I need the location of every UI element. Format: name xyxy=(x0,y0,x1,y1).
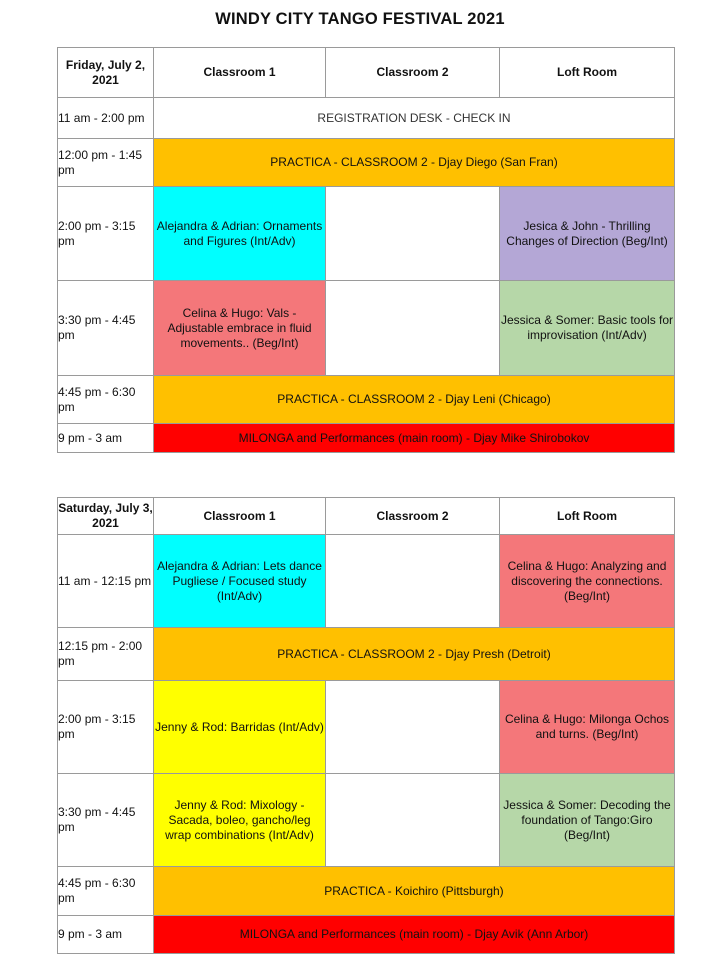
column-header-classroom-2: Classroom 2 xyxy=(326,48,500,98)
registration-cell: REGISTRATION DESK - CHECK IN xyxy=(154,98,675,139)
table-row xyxy=(58,867,675,916)
class-cell: Jenny & Rod: Mixology - Sacada, boleo, gancho/leg wrap combinations (Int/Adv) xyxy=(154,774,326,867)
table-row xyxy=(58,281,675,376)
page-title: WINDY CITY TANGO FESTIVAL 2021 xyxy=(215,10,505,28)
milonga-banner: MILONGA and Performances (main room) - Djay Avik (Ann Arbor) xyxy=(154,916,675,954)
column-header-classroom-1: Classroom 1 xyxy=(154,498,326,535)
time-slot: 2:00 pm - 3:15 pm xyxy=(58,187,154,281)
class-cell: Celina & Hugo: Vals - Adjustable embrace in fluid movements.. (Beg/Int) xyxy=(154,281,326,376)
saturday-schedule-table xyxy=(57,497,675,954)
class-cell: Jesica & John - Thrilling Changes of Direction (Beg/Int) xyxy=(500,187,675,281)
time-slot: 12:00 pm - 1:45 pm xyxy=(58,139,154,187)
day-label: Friday, July 2, 2021 xyxy=(58,48,154,98)
table-row xyxy=(58,628,675,681)
column-header-classroom-2: Classroom 2 xyxy=(326,498,500,535)
time-slot: 9 pm - 3 am xyxy=(58,424,154,453)
table-header-row xyxy=(58,498,675,535)
milonga-banner: MILONGA and Performances (main room) - Djay Mike Shirobokov xyxy=(154,424,675,453)
time-slot: 9 pm - 3 am xyxy=(58,916,154,954)
table-row xyxy=(58,424,675,453)
empty-cell xyxy=(326,681,500,774)
empty-cell xyxy=(326,535,500,628)
time-slot: 12:15 pm - 2:00 pm xyxy=(58,628,154,681)
time-slot: 4:45 pm - 6:30 pm xyxy=(58,867,154,916)
empty-cell xyxy=(326,774,500,867)
time-slot: 11 am - 2:00 pm xyxy=(58,98,154,139)
class-cell: Jessica & Somer: Basic tools for improvisation (Int/Adv) xyxy=(500,281,675,376)
class-cell: Jessica & Somer: Decoding the foundation of Tango:Giro (Beg/Int) xyxy=(500,774,675,867)
table-row xyxy=(58,98,675,139)
table-row xyxy=(58,187,675,281)
table-row xyxy=(58,139,675,187)
table-header-row xyxy=(58,48,675,98)
column-header-loft-room: Loft Room xyxy=(500,498,675,535)
time-slot: 11 am - 12:15 pm xyxy=(58,535,154,628)
column-header-loft-room: Loft Room xyxy=(500,48,675,98)
class-cell: Celina & Hugo: Milonga Ochos and turns. (Beg/Int) xyxy=(500,681,675,774)
table-row xyxy=(58,376,675,424)
practica-banner: PRACTICA - CLASSROOM 2 - Djay Diego (San Fran) xyxy=(154,139,675,187)
table-row xyxy=(58,916,675,954)
table-row xyxy=(58,681,675,774)
empty-cell xyxy=(326,187,500,281)
class-cell: Alejandra & Adrian: Lets dance Pugliese / Focused study (Int/Adv) xyxy=(154,535,326,628)
class-cell: Celina & Hugo: Analyzing and discovering the connections. (Beg/Int) xyxy=(500,535,675,628)
time-slot: 2:00 pm - 3:15 pm xyxy=(58,681,154,774)
class-cell: Jenny & Rod: Barridas (Int/Adv) xyxy=(154,681,326,774)
empty-cell xyxy=(326,281,500,376)
time-slot: 3:30 pm - 4:45 pm xyxy=(58,774,154,867)
time-slot: 3:30 pm - 4:45 pm xyxy=(58,281,154,376)
time-slot: 4:45 pm - 6:30 pm xyxy=(58,376,154,424)
table-row xyxy=(58,774,675,867)
practica-banner: PRACTICA - CLASSROOM 2 - Djay Presh (Detroit) xyxy=(154,628,675,681)
practica-banner: PRACTICA - Koichiro (Pittsburgh) xyxy=(154,867,675,916)
class-cell: Alejandra & Adrian: Ornaments and Figures (Int/Adv) xyxy=(154,187,326,281)
column-header-classroom-1: Classroom 1 xyxy=(154,48,326,98)
day-label: Saturday, July 3, 2021 xyxy=(58,498,154,535)
practica-banner: PRACTICA - CLASSROOM 2 - Djay Leni (Chicago) xyxy=(154,376,675,424)
friday-schedule-table xyxy=(57,47,675,453)
table-row xyxy=(58,535,675,628)
